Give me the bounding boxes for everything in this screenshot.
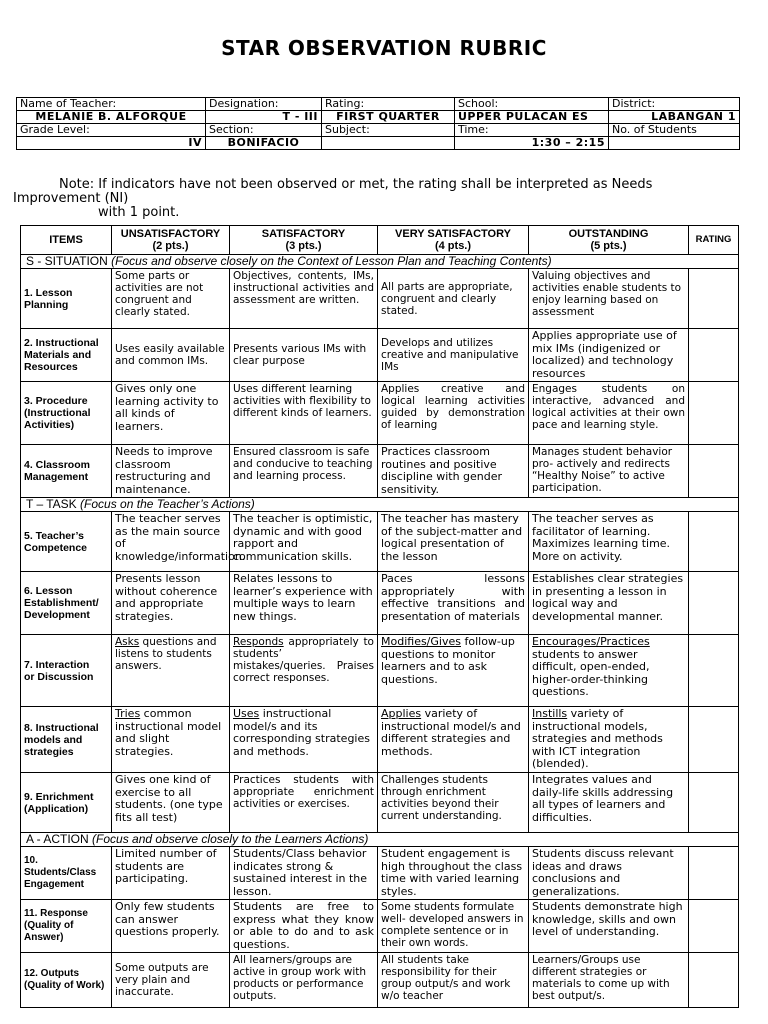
table-row [21, 382, 739, 445]
section-task-row [21, 498, 739, 512]
unsatisfactory-cell: Some parts or activities are not congruent and clearly stated. [112, 269, 230, 329]
outstanding-cell: The teacher serves as facilitator of learning. Maximizes learning time. More on activity. [529, 512, 689, 572]
unsatisfactory-cell: Some outputs are very plain and inaccurate. [112, 953, 230, 1008]
rating-cell[interactable] [689, 512, 739, 572]
very-satisfactory-cell: Modifies/Gives follow-up questions to monitor learners and to ask questions. [378, 635, 529, 707]
header-items: ITEMS [21, 226, 112, 255]
unsatisfactory-cell: Only few students can answer questions properly. [112, 900, 230, 953]
section-action-row [21, 833, 739, 847]
note-line-3: with 1 point. [98, 205, 180, 220]
rating-cell[interactable] [689, 329, 739, 382]
satisfactory-cell: Uses instructional model/s and its corresponding strategies and methods. [230, 707, 378, 773]
rating-cell[interactable] [689, 900, 739, 953]
table-row [21, 512, 739, 572]
table-row [21, 900, 739, 953]
satisfactory-cell: The teacher is optimistic, dynamic and with good rapport and communication skills. [230, 512, 378, 572]
designation-label: Designation: [206, 98, 322, 111]
very-satisfactory-cell: All parts are appropriate, congruent and clearly stated. [378, 269, 529, 329]
rating-cell[interactable] [689, 445, 739, 498]
item-label: 12. Outputs (Quality of Work) [21, 953, 112, 1008]
students-label: No. of Students [609, 124, 740, 137]
item-label: 8. Instructional models and strategies [21, 707, 112, 773]
table-row [21, 269, 739, 329]
table-row [21, 445, 739, 498]
satisfactory-cell: Students are free to express what they know or able to do and to ask questions. [230, 900, 378, 953]
rating-value: FIRST QUARTER [322, 111, 455, 124]
teacher-info-table [16, 97, 740, 150]
header-outstanding: OUTSTANDING (5 pts.) [529, 226, 689, 255]
outstanding-cell: Valuing objectives and activities enable students to enjoy learning based on assessment [529, 269, 689, 329]
header-very-satisfactory: VERY SATISFACTORY (4 pts.) [378, 226, 529, 255]
satisfactory-cell: Practices students with appropriate enrichment activities or exercises. [230, 773, 378, 833]
rating-cell[interactable] [689, 953, 739, 1008]
header-unsatisfactory: UNSATISFACTORY (2 pts.) [112, 226, 230, 255]
unsatisfactory-cell: Presents lesson without coherence and appropriate strategies. [112, 572, 230, 635]
table-row [21, 329, 739, 382]
satisfactory-cell: Uses different learning activities with flexibility to different kinds of learners. [230, 382, 378, 445]
outstanding-cell: Learners/Groups use different strategies or materials to come up with best output/s. [529, 953, 689, 1008]
designation-value: T - III [206, 111, 322, 124]
table-row [21, 847, 739, 900]
item-label: 5. Teacher’s Competence [21, 512, 112, 572]
item-label: 1. Lesson Planning [21, 269, 112, 329]
outstanding-cell: Manages student behavior pro- actively and redirects “Healthy Noise” to active participation. [529, 445, 689, 498]
rating-note [13, 178, 733, 220]
table-row [21, 773, 739, 833]
note-line-2: Improvement (NI) [13, 191, 129, 206]
item-label: 2. Instructional Materials and Resources [21, 329, 112, 382]
item-label: 4. Classroom Management [21, 445, 112, 498]
satisfactory-cell: Relates lessons to learner’s experience with multiple ways to learn new things. [230, 572, 378, 635]
time-label: Time: [455, 124, 609, 137]
item-label: 7. Interaction or Discussion [21, 635, 112, 707]
satisfactory-cell: Students/Class behavior indicates strong & sustained interest in the lesson. [230, 847, 378, 900]
table-row [21, 953, 739, 1008]
section-situation: S - SITUATION (Focus and observe closely on the Context of Lesson Plan and Teaching Contents) [21, 255, 739, 269]
page-title: STAR OBSERVATION RUBRIC [221, 36, 547, 60]
outstanding-cell: Integrates values and daily-life skills addressing all types of learners and difficulties. [529, 773, 689, 833]
section-value: BONIFACIO [206, 137, 322, 150]
table-row [21, 572, 739, 635]
rating-cell[interactable] [689, 635, 739, 707]
rating-cell[interactable] [689, 847, 739, 900]
students-value [609, 137, 740, 150]
unsatisfactory-cell: The teacher serves as the main source of knowledge/information. [112, 512, 230, 572]
rating-cell[interactable] [689, 773, 739, 833]
very-satisfactory-cell: Applies creative and logical learning activities guided by demonstration of learning [378, 382, 529, 445]
teacher-value: MELANIE B. ALFORQUE [17, 111, 206, 124]
item-label: 10. Students/Class Engagement [21, 847, 112, 900]
section-label: Section: [206, 124, 322, 137]
time-value: 1:30 – 2:15 [455, 137, 609, 150]
rating-label: Rating: [322, 98, 455, 111]
outstanding-cell: Engages students on interactive, advanced and logical activities at their own pace and learning style. [529, 382, 689, 445]
very-satisfactory-cell: Challenges students through enrichment activities beyond their current understanding. [378, 773, 529, 833]
item-label: 3. Procedure (Instructional Activities) [21, 382, 112, 445]
very-satisfactory-cell: Paces lessons appropriately with effective transitions and presentation of materials [378, 572, 529, 635]
very-satisfactory-cell: The teacher has mastery of the subject-matter and logical presentation of the lesson [378, 512, 529, 572]
very-satisfactory-cell: All students take responsibility for their group output/s and work w/o teacher [378, 953, 529, 1008]
rubric-header-row [21, 226, 739, 255]
satisfactory-cell: Objectives, contents, IMs, instructional activities and assessment are written. [230, 269, 378, 329]
unsatisfactory-cell: Gives one kind of exercise to all students. (one type fits all test) [112, 773, 230, 833]
unsatisfactory-cell: Limited number of students are participating. [112, 847, 230, 900]
outstanding-cell: Students demonstrate high knowledge, skills and own level of understanding. [529, 900, 689, 953]
very-satisfactory-cell: Student engagement is high throughout the class time with varied learning styles. [378, 847, 529, 900]
unsatisfactory-cell: Asks questions and listens to students answers. [112, 635, 230, 707]
header-rating: RATING [689, 226, 739, 255]
satisfactory-cell: Presents various IMs with clear purpose [230, 329, 378, 382]
unsatisfactory-cell: Needs to improve classroom restructuring and maintenance. [112, 445, 230, 498]
subject-value [322, 137, 455, 150]
table-row [21, 707, 739, 773]
outstanding-cell: Encourages/Practices students to answer difficult, open-ended, higher-order-thinking questions. [529, 635, 689, 707]
section-situation-row [21, 255, 739, 269]
grade-label: Grade Level: [17, 124, 206, 137]
district-value: LABANGAN 1 [609, 111, 740, 124]
very-satisfactory-cell: Develops and utilizes creative and manipulative IMs [378, 329, 529, 382]
satisfactory-cell: Responds appropriately to students’ mistakes/queries. Praises correct responses. [230, 635, 378, 707]
outstanding-cell: Instills variety of instructional models, strategies and methods with ICT integration (blended). [529, 707, 689, 773]
very-satisfactory-cell: Some students formulate well- developed answers in complete sentence or in their own words. [378, 900, 529, 953]
rating-cell[interactable] [689, 382, 739, 445]
grade-value: IV [17, 137, 206, 150]
unsatisfactory-cell: Uses easily available and common IMs. [112, 329, 230, 382]
school-label: School: [455, 98, 609, 111]
section-task: T – TASK (Focus on the Teacher’s Actions) [21, 498, 739, 512]
section-action: A - ACTION (Focus and observe closely to the Learners Actions) [21, 833, 739, 847]
rubric-table [20, 225, 739, 1008]
very-satisfactory-cell: Practices classroom routines and positive discipline with gender sensitivity. [378, 445, 529, 498]
teacher-label: Name of Teacher: [17, 98, 206, 111]
subject-label: Subject: [322, 124, 455, 137]
school-value: UPPER PULACAN ES [455, 111, 609, 124]
rating-cell[interactable] [689, 269, 739, 329]
rating-cell[interactable] [689, 707, 739, 773]
table-row [21, 635, 739, 707]
outstanding-cell: Establishes clear strategies in presenting a lesson in logical way and developmental manner. [529, 572, 689, 635]
outstanding-cell: Students discuss relevant ideas and draws conclusions and generalizations. [529, 847, 689, 900]
unsatisfactory-cell: Tries common instructional model and slight strategies. [112, 707, 230, 773]
unsatisfactory-cell: Gives only one learning activity to all kinds of learners. [112, 382, 230, 445]
item-label: 6. Lesson Establishment/ Development [21, 572, 112, 635]
item-label: 9. Enrichment (Application) [21, 773, 112, 833]
outstanding-cell: Applies appropriate use of mix IMs (indigenized or localized) and technology resources [529, 329, 689, 382]
item-label: 11. Response (Quality of Answer) [21, 900, 112, 953]
very-satisfactory-cell: Applies variety of instructional model/s and different strategies and methods. [378, 707, 529, 773]
district-label: District: [609, 98, 740, 111]
header-satisfactory: SATISFACTORY (3 pts.) [230, 226, 378, 255]
note-line-1: Note: If indicators have not been observed or met, the rating shall be interpreted as Needs [59, 177, 653, 192]
satisfactory-cell: Ensured classroom is safe and conducive to teaching and learning process. [230, 445, 378, 498]
satisfactory-cell: All learners/groups are active in group work with products or performance outputs. [230, 953, 378, 1008]
rating-cell[interactable] [689, 572, 739, 635]
